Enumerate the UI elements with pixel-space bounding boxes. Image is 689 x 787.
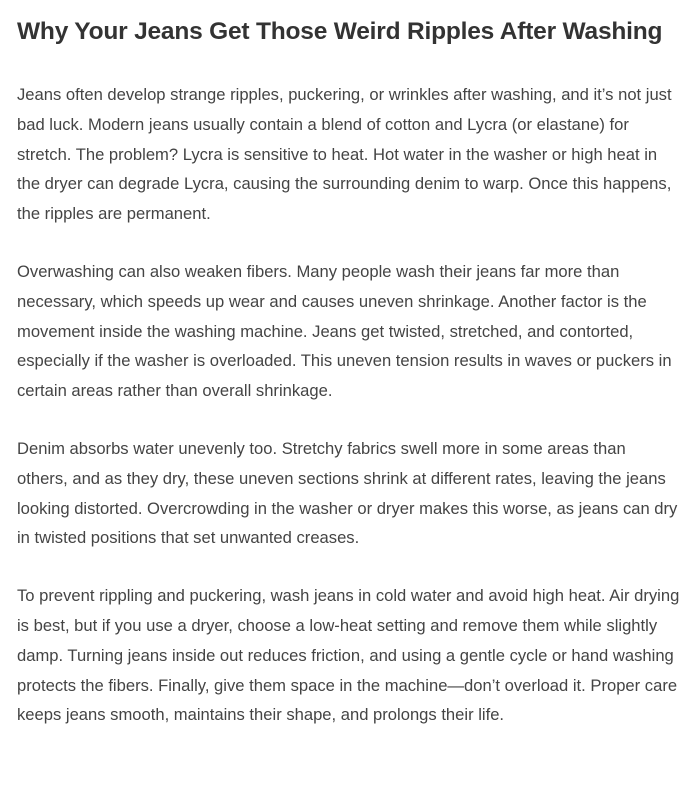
article-paragraph-2: Overwashing can also weaken fibers. Many people wash their jeans far more than necessary, which speeds up wear and causes uneven shrinkage. Another factor is the movement inside the washing machine. Jeans get twisted, stretched, and contorted, especially if the washer is overloaded. This uneven tension results in waves or puckers in certain areas rather than overall shrinkage. bbox=[17, 261, 672, 401]
article bbox=[17, 0, 681, 730]
article-title: Why Your Jeans Get Those Weird Ripples After Washing bbox=[17, 18, 663, 45]
article-paragraph-1: Jeans often develop strange ripples, puckering, or wrinkles after washing, and it’s not just bad luck. Modern jeans usually contain a blend of cotton and Lycra (or elastane) for stretch. The problem? Lycra is sensitive to heat. Hot water in the washer or high heat in the dryer can degrade Lycra, causing the surrounding denim to warp. Once this happens, the ripples are permanent. bbox=[17, 85, 672, 224]
article-paragraph-4: To prevent rippling and puckering, wash jeans in cold water and avoid high heat. Air drying is best, but if you use a dryer, choose a low-heat setting and remove them while slightly damp. Turning jeans inside out reduces friction, and using a gentle cycle or hand washing protects the fibers. Finally, give them space in the machine—don’t overload it. Proper care keeps jeans smooth, maintains their shape, and prolongs their life. bbox=[17, 586, 680, 725]
article-paragraph-3: Denim absorbs water unevenly too. Stretchy fabrics swell more in some areas than others, and as they dry, these uneven sections shrink at different rates, leaving the jeans looking distorted. Overcrowding in the washer or dryer makes this worse, as jeans can dry in twisted positions that set unwanted creases. bbox=[17, 438, 678, 548]
